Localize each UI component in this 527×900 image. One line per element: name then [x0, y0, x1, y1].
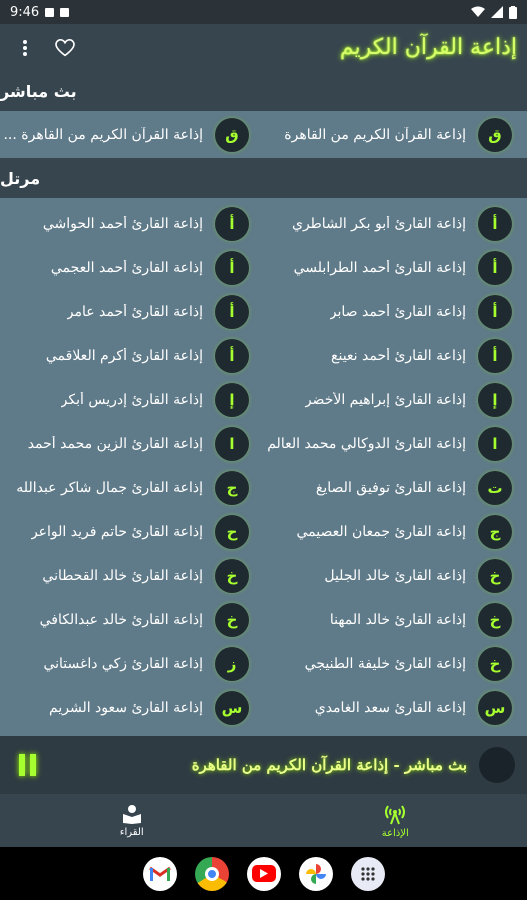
reciter-label: إذاعة القارئ خالد القحطاني — [42, 568, 203, 584]
app-dock — [0, 847, 527, 900]
now-playing-title: بث مباشر - إذاعة القرآن الكريم من القاهرة — [191, 756, 467, 774]
reciter-row — [0, 466, 527, 510]
reciter-item[interactable] — [264, 466, 527, 510]
station-artwork — [479, 747, 515, 783]
reciter-row — [0, 686, 527, 730]
station-letter-badge: س — [215, 691, 249, 725]
reciter-item[interactable] — [264, 554, 527, 598]
station-letter-badge: ق — [478, 118, 512, 152]
live-station-item[interactable] — [264, 113, 527, 157]
status-bar — [0, 0, 527, 24]
station-list[interactable] — [0, 71, 527, 736]
reciter-label: إذاعة القارئ توفيق الصايغ — [315, 480, 466, 496]
station-letter-badge: خ — [478, 559, 512, 593]
reciter-item[interactable] — [264, 378, 527, 422]
reciter-label: إذاعة القارئ سعد الغامدي — [314, 700, 466, 716]
reciter-label: إذاعة القارئ أحمد صابر — [329, 304, 466, 320]
bottom-navigation — [0, 794, 527, 847]
reciter-label: إذاعة القارئ جمعان العصيمي — [296, 524, 466, 540]
reciter-item[interactable] — [264, 686, 527, 730]
station-letter-badge: خ — [215, 559, 249, 593]
reciter-row — [0, 422, 527, 466]
reciter-row — [0, 642, 527, 686]
youtube-icon[interactable] — [247, 857, 281, 891]
station-letter-badge: ق — [215, 118, 249, 152]
station-label: إذاعة القرآن الكريم من القاهرة ... — [3, 126, 203, 143]
reciter-label: إذاعة القارئ زكي داغستاني — [43, 656, 203, 672]
station-letter-badge: إ — [478, 383, 512, 417]
station-letter-badge: ج — [215, 471, 249, 505]
nav-item-radio[interactable] — [264, 794, 527, 847]
nav-label-radio: الإذاعة — [381, 827, 409, 839]
station-letter-badge: أ — [478, 251, 512, 285]
reciter-label: إذاعة القارئ خالد عبدالكافي — [39, 612, 203, 628]
section-header-live: بث مباشر — [0, 71, 527, 111]
reciter-row — [0, 598, 527, 642]
reciter-label: إذاعة القارئ أحمد نعينع — [331, 348, 466, 364]
reciter-label: إذاعة القارئ إدريس أبكر — [60, 392, 203, 408]
section-header-murattal: مرتل — [0, 158, 527, 198]
reciter-item[interactable] — [1, 554, 264, 598]
more-options-icon[interactable] — [10, 33, 40, 63]
reciter-item[interactable] — [1, 246, 264, 290]
reciter-item[interactable] — [264, 202, 527, 246]
reciter-item[interactable] — [264, 334, 527, 378]
reciter-label: إذاعة القارئ خليفة الطنيجي — [304, 656, 466, 672]
station-letter-badge: خ — [478, 603, 512, 637]
reciter-row — [0, 202, 527, 246]
radio-tower-icon — [384, 803, 406, 825]
reciter-grid — [0, 198, 527, 730]
reciter-item[interactable] — [1, 510, 264, 554]
reciter-label: إذاعة القارئ أحمد عامر — [66, 304, 203, 320]
reciter-label: إذاعة القارئ سعود الشريم — [49, 700, 203, 716]
reciter-label: إذاعة القارئ أحمد الطرابلسي — [293, 260, 466, 276]
reciter-label: إذاعة القارئ حاتم فريد الواعر — [30, 524, 203, 540]
station-letter-badge: س — [478, 691, 512, 725]
station-letter-badge: إ — [215, 383, 249, 417]
station-letter-badge: أ — [215, 207, 249, 241]
reciter-item[interactable] — [1, 598, 264, 642]
reciter-item[interactable] — [264, 598, 527, 642]
reciter-label: إذاعة القارئ أبو بكر الشاطري — [291, 216, 466, 232]
reciter-item[interactable] — [1, 378, 264, 422]
reciter-row — [0, 554, 527, 598]
station-letter-badge: ز — [215, 647, 249, 681]
station-letter-badge: أ — [215, 295, 249, 329]
reciter-row — [0, 378, 527, 422]
station-letter-badge: ا — [478, 427, 512, 461]
reciter-item[interactable] — [1, 686, 264, 730]
reciter-row — [0, 334, 527, 378]
reciter-item[interactable] — [1, 290, 264, 334]
reader-icon — [121, 804, 143, 824]
station-letter-badge: أ — [478, 295, 512, 329]
signal-icon — [491, 6, 503, 18]
station-letter-badge: ج — [478, 515, 512, 549]
sd-card-icon — [60, 8, 69, 17]
reciter-item[interactable] — [264, 510, 527, 554]
reciter-label: إذاعة القارئ أحمد العجمي — [50, 260, 203, 276]
reciter-item[interactable] — [1, 642, 264, 686]
reciter-item[interactable] — [264, 642, 527, 686]
station-letter-badge: ح — [215, 515, 249, 549]
station-letter-badge: خ — [478, 647, 512, 681]
station-letter-badge: أ — [478, 207, 512, 241]
battery-icon — [509, 6, 517, 19]
live-station-item[interactable] — [1, 113, 264, 157]
live-row — [0, 111, 527, 158]
reciter-item[interactable] — [264, 422, 527, 466]
station-letter-badge: ت — [478, 471, 512, 505]
photos-icon[interactable] — [299, 857, 333, 891]
reciter-label: إذاعة القارئ خالد الجليل — [324, 568, 466, 584]
reciter-item[interactable] — [264, 246, 527, 290]
reciter-label: إذاعة القارئ جمال شاكر عبدالله — [16, 480, 203, 496]
reciter-row — [0, 290, 527, 334]
reciter-label: إذاعة القارئ أكرم العلاقمي — [45, 348, 203, 364]
now-playing-bar[interactable] — [0, 736, 527, 794]
station-letter-badge: أ — [215, 339, 249, 373]
reciter-label: إذاعة القارئ أحمد الحواشي — [42, 216, 203, 232]
app-drawer-icon[interactable] — [351, 857, 385, 891]
reciter-label: إذاعة القارئ خالد المهنا — [329, 612, 466, 628]
station-letter-badge: ا — [215, 427, 249, 461]
station-letter-badge: أ — [215, 251, 249, 285]
station-letter-badge: أ — [478, 339, 512, 373]
chrome-icon[interactable] — [195, 857, 229, 891]
wifi-icon — [471, 6, 485, 18]
nav-label-reciters: القراء — [119, 826, 144, 838]
app-bar — [0, 24, 527, 71]
reciter-item[interactable] — [1, 202, 264, 246]
station-letter-badge: خ — [215, 603, 249, 637]
reciter-item[interactable] — [264, 290, 527, 334]
gmail-icon[interactable] — [143, 857, 177, 891]
reciter-row — [0, 246, 527, 290]
reciter-label: إذاعة القارئ الدوكالي محمد العالم — [267, 436, 466, 452]
notification-icon — [45, 8, 54, 17]
app-title: إذاعة القرآن الكريم — [339, 35, 517, 60]
reciter-label: إذاعة القارئ الزين محمد أحمد — [27, 436, 203, 452]
reciter-item[interactable] — [1, 466, 264, 510]
reciter-row — [0, 510, 527, 554]
nav-item-reciters[interactable] — [0, 794, 264, 847]
pause-icon[interactable] — [12, 750, 42, 780]
status-time: 9:46 — [10, 4, 40, 20]
reciter-label: إذاعة القارئ إبراهيم الأخضر — [304, 392, 466, 408]
reciter-item[interactable] — [1, 334, 264, 378]
favorite-heart-icon[interactable] — [50, 33, 80, 63]
station-label: إذاعة القرآن الكريم من القاهرة — [284, 126, 466, 143]
reciter-item[interactable] — [1, 422, 264, 466]
